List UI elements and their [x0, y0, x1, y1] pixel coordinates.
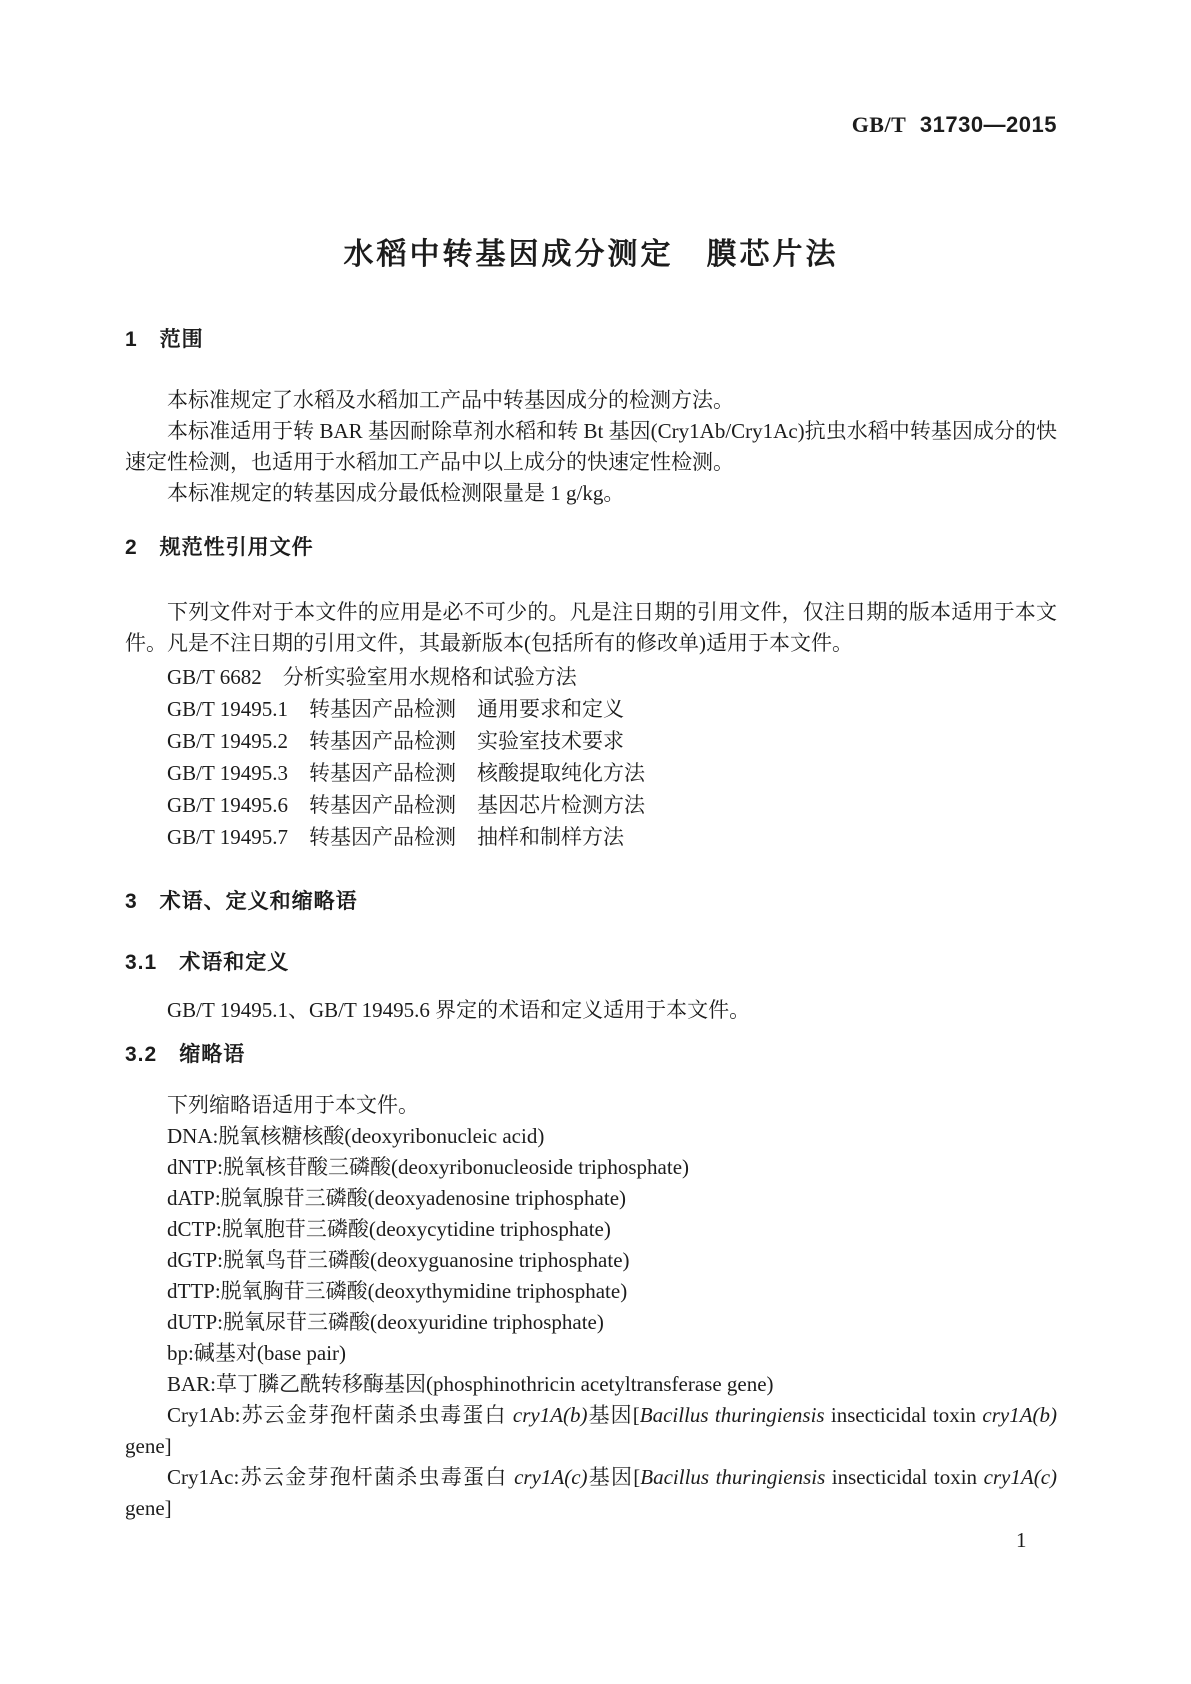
abbreviation-item: dTTP:脱氧胸苷三磷酸(deoxythymidine triphosphate) — [167, 1279, 628, 1303]
section-2-heading: 2 规范性引用文件 — [125, 536, 314, 559]
abbreviation-item: dCTP:脱氧胞苷三磷酸(deoxycytidine triphosphate) — [167, 1217, 611, 1241]
cry1ab-text: 基因[ — [587, 1403, 640, 1427]
reference-item: GB/T 19495.1 转基因产品检测 通用要求和定义 — [167, 697, 624, 721]
section-1-heading: 1 范围 — [125, 328, 204, 351]
standard-code-number: 31730—2015 — [919, 112, 1057, 137]
reference-item: GB/T 19495.7 转基因产品检测 抽样和制样方法 — [167, 825, 624, 849]
normative-references-list — [125, 661, 1057, 853]
section-3-1-heading: 3.1 术语和定义 — [125, 951, 290, 974]
document-title: 水稻中转基因成分测定 膜芯片法 — [343, 238, 839, 271]
abbreviations-list — [125, 1121, 1057, 1524]
abbreviation-item: bp:碱基对(base pair) — [167, 1341, 347, 1365]
standard-code — [125, 110, 1057, 140]
cry1ab-text: Cry1Ab:苏云金芽孢杆菌杀虫毒蛋白 — [167, 1403, 513, 1427]
cry1ab-gene-italic: cry1A(b) — [982, 1403, 1058, 1427]
abbreviation-item: BAR:草丁膦乙酰转移酶基因(phosphinothricin acetyltransferase gene) — [167, 1372, 774, 1396]
cry1ac-text: 基因[ — [587, 1465, 641, 1489]
abbreviation-item: dATP:脱氧腺苷三磷酸(deoxyadenosine triphosphate) — [167, 1186, 627, 1210]
section-3-heading: 3 术语、定义和缩略语 — [125, 890, 358, 913]
abbreviation-item-cry1ab — [125, 1400, 1057, 1462]
cry1ac-gene-italic: cry1A(c) — [514, 1465, 588, 1489]
reference-item: GB/T 19495.2 转基因产品检测 实验室技术要求 — [167, 729, 624, 753]
standard-code-prefix: GB/T — [851, 112, 906, 137]
section-1-body — [125, 385, 1057, 509]
abbreviation-item: dUTP:脱氧尿苷三磷酸(deoxyuridine triphosphate) — [167, 1310, 604, 1334]
reference-item: GB/T 6682 分析实验室用水规格和试验方法 — [167, 665, 577, 689]
cry1ab-text: insecticidal toxin — [824, 1403, 983, 1427]
cry1ac-text: Cry1Ac:苏云金芽孢杆菌杀虫毒蛋白 — [167, 1465, 515, 1489]
section-1-paragraph: 本标准适用于转 BAR 基因耐除草剂水稻和转 Bt 基因(Cry1Ab/Cry1Ac)抗虫水稻中转基因成分的快速定性检测，也适用于水稻加工产品中以上成分的快速定性检测。 — [125, 419, 1057, 474]
reference-item: GB/T 19495.3 转基因产品检测 核酸提取纯化方法 — [167, 761, 645, 785]
abbreviation-item-cry1ac — [125, 1462, 1057, 1524]
cry1ab-gene-italic: cry1A(b) — [512, 1403, 588, 1427]
abbreviation-item: dNTP:脱氧核苷酸三磷酸(deoxyribonucleoside triphosphate) — [167, 1155, 690, 1179]
section-2-intro: 下列文件对于本文件的应用是必不可少的。凡是注日期的引用文件，仅注日期的版本适用于本文件。凡是不注日期的引用文件，其最新版本(包括所有的修改单)适用于本文件。 — [125, 600, 1057, 655]
bacillus-italic: Bacillus thuringiensis — [639, 1403, 825, 1427]
cry1ac-text: insecticidal toxin — [825, 1465, 984, 1489]
cry1ac-gene-italic: cry1A(c) — [983, 1465, 1058, 1489]
section-3-2-intro: 下列缩略语适用于本文件。 — [167, 1093, 419, 1117]
section-3-2-heading: 3.2 缩略语 — [125, 1043, 246, 1066]
bacillus-italic: Bacillus thuringiensis — [640, 1465, 826, 1489]
cry1ac-text: gene] — [125, 1496, 172, 1520]
page-number: 1 — [1016, 1528, 1027, 1552]
abbreviation-item: dGTP:脱氧鸟苷三磷酸(deoxyguanosine triphosphate) — [167, 1248, 630, 1272]
section-3-1-paragraph: GB/T 19495.1、GB/T 19495.6 界定的术语和定义适用于本文件。 — [167, 998, 751, 1022]
section-1-paragraph: 本标准规定的转基因成分最低检测限量是 1 g/kg。 — [167, 481, 625, 505]
reference-item: GB/T 19495.6 转基因产品检测 基因芯片检测方法 — [167, 793, 645, 817]
section-1-paragraph: 本标准规定了水稻及水稻加工产品中转基因成分的检测方法。 — [167, 388, 734, 412]
cry1ab-text: gene] — [125, 1434, 172, 1458]
abbreviation-item: DNA:脱氧核糖核酸(deoxyribonucleic acid) — [167, 1124, 545, 1148]
